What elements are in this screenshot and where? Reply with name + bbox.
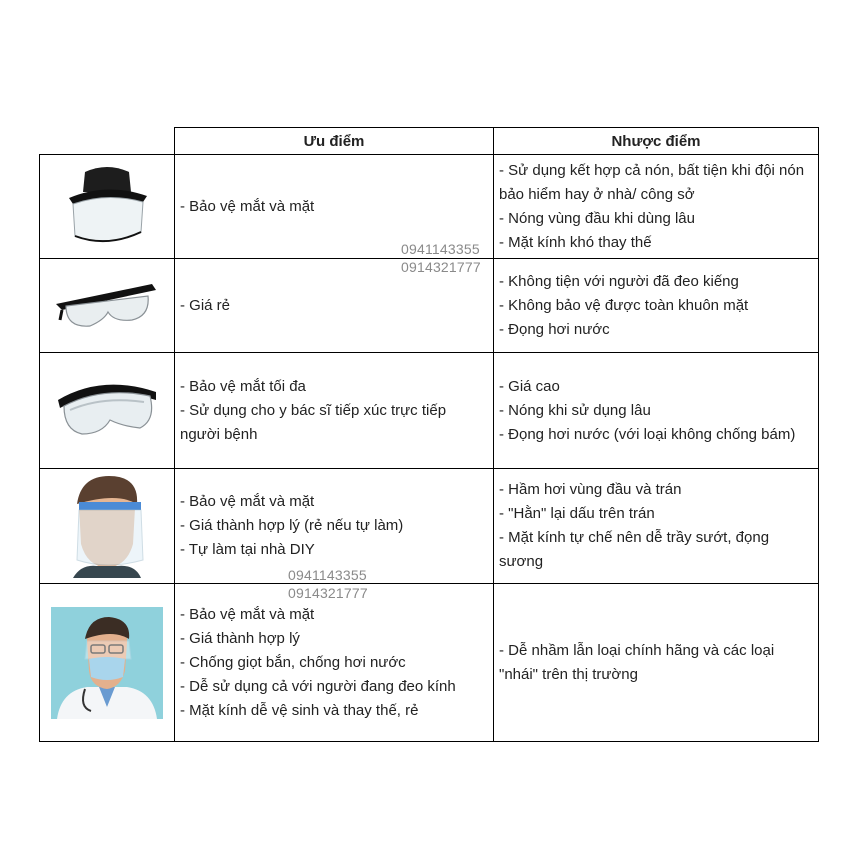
product-image-cell	[40, 155, 175, 259]
watermark-phone-numbers	[401, 240, 481, 276]
table-row	[40, 469, 819, 584]
pros-item: - Bảo vệ mắt và mặt	[180, 197, 315, 215]
pros-item: - Chống giọt bắn, chống hơi nước	[180, 653, 406, 671]
header-empty-cell	[40, 128, 175, 155]
cons-item: - "Hằn" lại dấu trên trán	[499, 505, 655, 522]
cons-item: - Đọng hơi nước (với loại không chống bám)	[499, 425, 796, 443]
pros-item: - Dễ sử dụng cả với người đang đeo kính	[180, 677, 456, 695]
cons-cell	[494, 469, 819, 584]
cons-item: - Sử dụng kết hợp cả nón, bất tiện khi đội nón bảo hiểm hay ở nhà/ công sở	[499, 161, 805, 203]
pros-item: - Giá rẻ	[180, 296, 231, 314]
man-with-headband-face-shield-icon	[57, 474, 157, 578]
watermark-phone: 0941143355	[401, 241, 480, 257]
comparison-table	[39, 127, 819, 742]
product-image-cell	[40, 353, 175, 469]
pros-cell	[175, 584, 494, 742]
watermark-phone: 0914321777	[288, 585, 368, 601]
cons-item: - Mặt kính khó thay thế	[499, 233, 652, 251]
pros-cell	[175, 353, 494, 469]
product-image-cell	[40, 469, 175, 584]
cons-cell	[494, 353, 819, 469]
pros-item: - Bảo vệ mắt và mặt	[180, 605, 315, 623]
pros-item: - Giá thành hợp lý (rẻ nếu tự làm)	[180, 517, 404, 534]
cons-item: - Dễ nhầm lẫn loại chính hãng và các loại "nhái" trên thị trường	[499, 641, 775, 683]
pros-item: - Bảo vệ mắt tối đa	[180, 377, 306, 395]
pros-item: - Tự làm tại nhà DIY	[180, 541, 315, 558]
cons-item: - Giá cao	[499, 377, 560, 395]
cons-item: - Nóng vùng đầu khi dùng lâu	[499, 209, 695, 227]
product-image-cell	[40, 584, 175, 742]
header-pros: Ưu điểm	[175, 128, 494, 155]
cons-item: - Đọng hơi nước	[499, 320, 610, 338]
cons-item: - Nóng khi sử dụng lâu	[499, 401, 651, 419]
table-row	[40, 353, 819, 469]
product-image-cell	[40, 259, 175, 353]
pros-item: - Sử dụng cho y bác sĩ tiếp xúc trực tiếp người bệnh	[180, 401, 447, 443]
safety-goggles-icon	[52, 376, 162, 446]
watermark-phone: 0914321777	[401, 259, 481, 275]
table-row	[40, 584, 819, 742]
pros-item: - Giá thành hợp lý	[180, 629, 300, 647]
cons-item: - Hầm hơi vùng đầu và trán	[499, 481, 682, 498]
doctor-with-glasses-shield-and-mask-icon	[51, 607, 163, 719]
pros-item: - Mặt kính dễ vệ sinh và thay thế, rẻ	[180, 701, 419, 719]
cons-cell	[494, 155, 819, 259]
cons-cell	[494, 584, 819, 742]
cons-item: - Không bảo vệ được toàn khuôn mặt	[499, 296, 749, 314]
cons-item: - Mặt kính tự chế nên dễ trầy sướt, đọng sương	[499, 529, 770, 570]
bucket-hat-face-shield-icon	[57, 162, 157, 252]
watermark-phone-numbers	[288, 566, 368, 602]
watermark-phone: 0941143355	[288, 567, 367, 583]
cons-cell	[494, 259, 819, 353]
header-cons: Nhược điểm	[494, 128, 819, 155]
safety-glasses-icon	[52, 276, 162, 336]
header-row	[40, 128, 819, 155]
cons-item: - Không tiện với người đã đeo kiếng	[499, 272, 739, 290]
pros-item: - Bảo vệ mắt và mặt	[180, 493, 315, 510]
